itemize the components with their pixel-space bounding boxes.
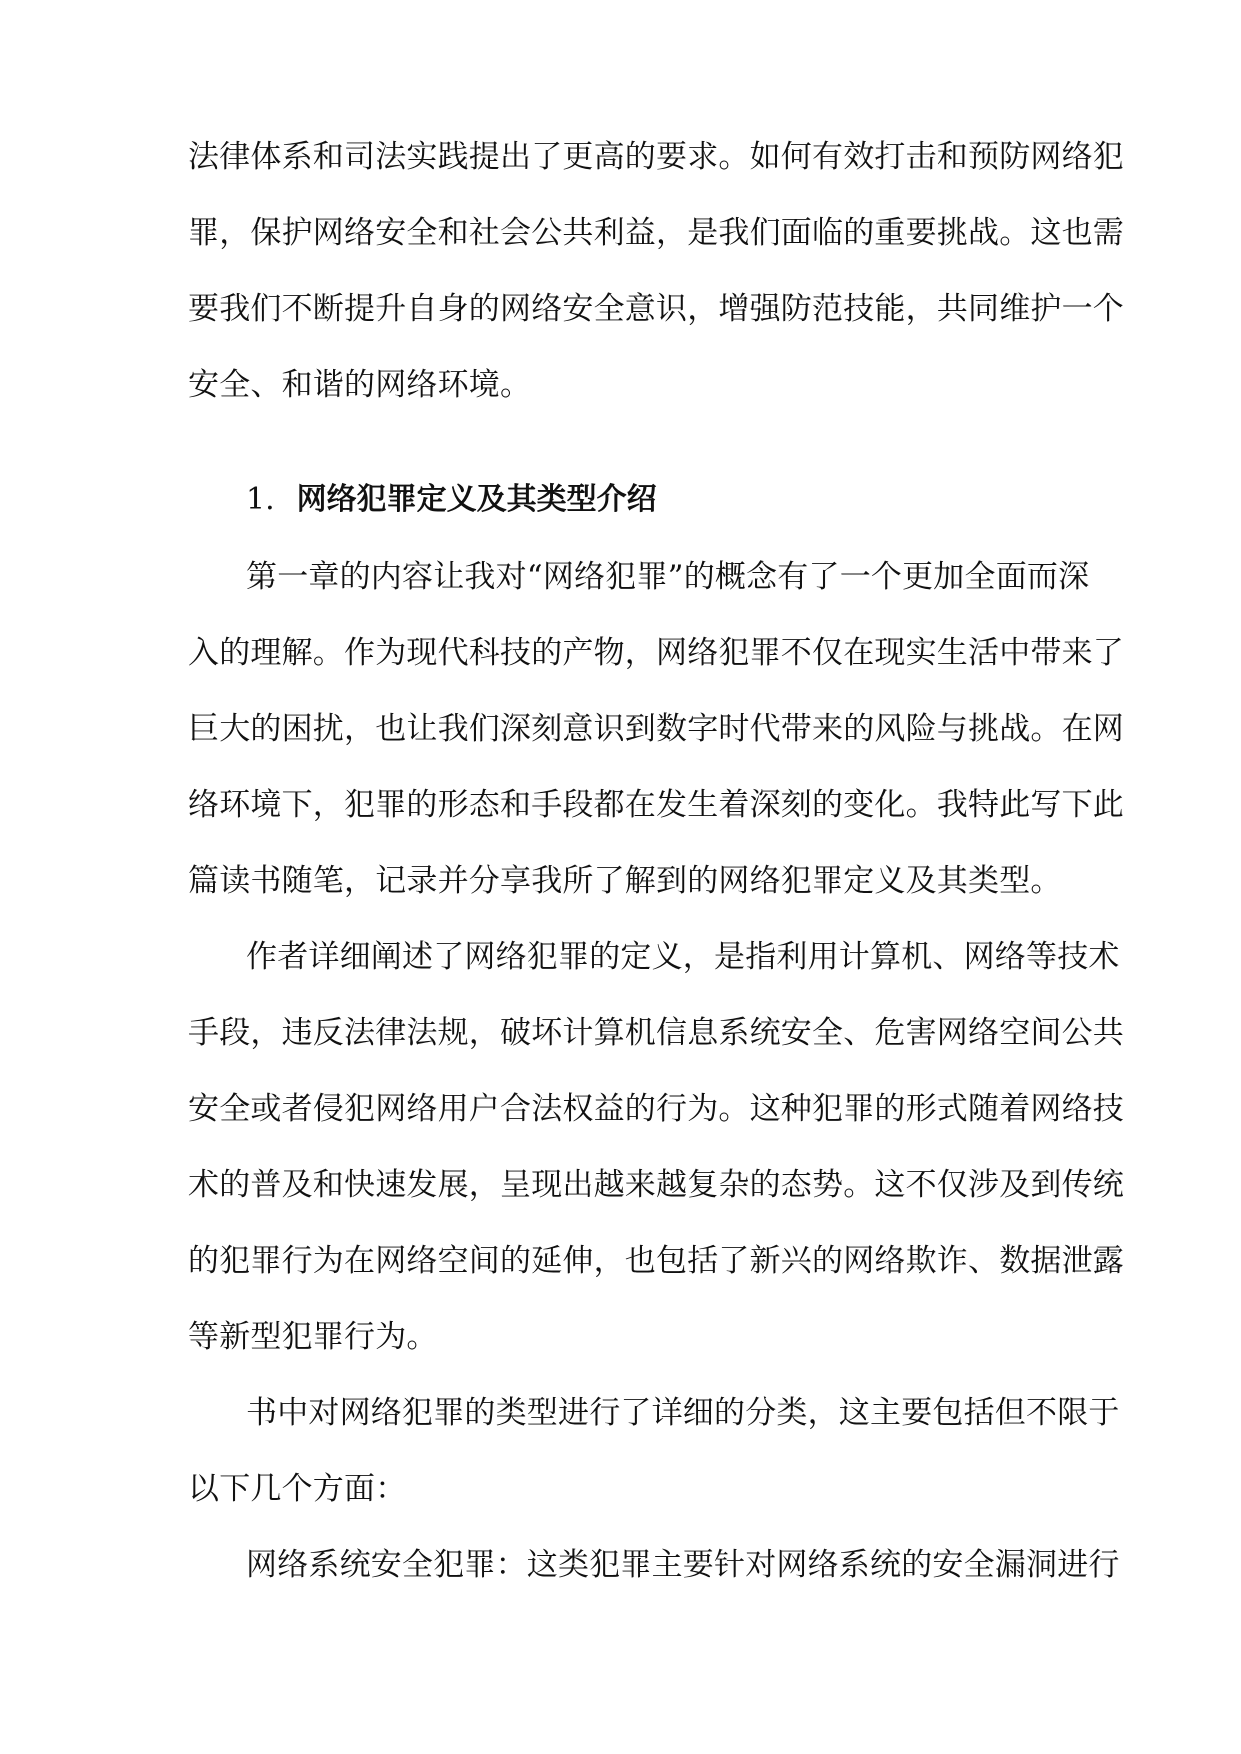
- paragraph-2-line-2: 手段，违反法律法规，破坏计算机信息系统安全、危害网络空间公共: [188, 1015, 1124, 1051]
- paragraph-2-line-6: 等新型犯罪行为。: [188, 1319, 438, 1355]
- paragraph-3-line-2: 以下几个方面：: [188, 1471, 407, 1507]
- paragraph-2-line-1: 作者详细阐述了网络犯罪的定义，是指利用计算机、网络等技术: [246, 939, 1120, 975]
- paragraph-1-line-2: 入的理解。作为现代科技的产物，网络犯罪不仅在现实生活中带来了: [188, 635, 1124, 671]
- paragraph-1-line-4: 络环境下，犯罪的形态和手段都在发生着深刻的变化。我特此写下此: [188, 787, 1124, 823]
- section-heading: [246, 480, 657, 520]
- paragraph-1-line-5: 篇读书随笔，记录并分享我所了解到的网络犯罪定义及其类型。: [188, 863, 1062, 899]
- paragraph-2-line-4: 术的普及和快速发展，呈现出越来越复杂的态势。这不仅涉及到传统: [188, 1167, 1124, 1203]
- paragraph-1-line-3: 巨大的困扰，也让我们深刻意识到数字时代带来的风险与挑战。在网: [188, 711, 1124, 747]
- paragraph-3-line-1: 书中对网络犯罪的类型进行了详细的分类，这主要包括但不限于: [246, 1395, 1120, 1431]
- section-title: 网络犯罪定义及其类型介绍: [296, 482, 657, 517]
- intro-line-4: 安全、和谐的网络环境。: [188, 367, 532, 403]
- paragraph-1-line-1: 第一章的内容让我对“网络犯罪”的概念有了一个更加全面而深: [246, 559, 1090, 595]
- paragraph-2-line-5: 的犯罪行为在网络空间的延伸，也包括了新兴的网络欺诈、数据泄露: [188, 1243, 1124, 1279]
- paragraph-4-line-1: 网络系统安全犯罪：这类犯罪主要针对网络系统的安全漏洞进行: [246, 1547, 1120, 1583]
- paragraph-2-line-3: 安全或者侵犯网络用户合法权益的行为。这种犯罪的形式随着网络技: [188, 1091, 1124, 1127]
- intro-line-2: 罪，保护网络安全和社会公共利益，是我们面临的重要挑战。这也需: [188, 215, 1124, 251]
- intro-line-1: 法律体系和司法实践提出了更高的要求。如何有效打击和预防网络犯: [188, 139, 1124, 175]
- section-number: 1.: [246, 482, 275, 517]
- intro-line-3: 要我们不断提升自身的网络安全意识，增强防范技能，共同维护一个: [188, 291, 1124, 327]
